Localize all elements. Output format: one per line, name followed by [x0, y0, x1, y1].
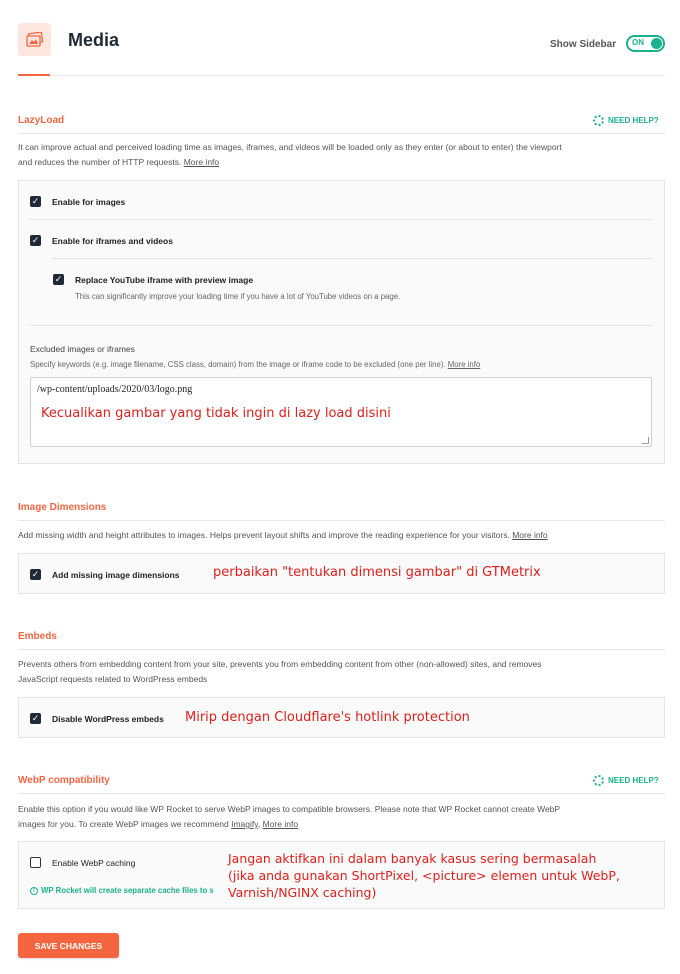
save-changes-button[interactable]: SAVE CHANGES [18, 933, 119, 958]
webp-annotation: Jangan aktifkan ini dalam banyak kasus sering bermasalah (jika anda gunakan ShortPixel, <picture> elemen untuk WebP, Varnish/NGINX caching) [228, 851, 620, 900]
image-dimensions-title: Image Dimensions [18, 502, 107, 513]
add-dimensions-label: Add missing image dimensions [52, 570, 180, 580]
embeds-description: Prevents others from embedding content from your site, prevents you from embedding content from other (non-allowed) sites, and removes JavaScript requests related to WordPress embeds [18, 659, 542, 684]
header-accent-bar [18, 74, 50, 76]
lifebuoy-icon [593, 775, 604, 786]
enable-images-label: Enable for images [52, 197, 126, 207]
excluded-field-label: Excluded images or iframes [30, 344, 135, 354]
enable-webp-label: Enable WebP caching [52, 858, 136, 868]
enable-iframes-label: Enable for iframes and videos [52, 236, 173, 246]
lazyload-more-info-link[interactable]: More info [183, 157, 220, 167]
show-sidebar-label: Show Sidebar [550, 39, 617, 50]
show-sidebar-toggle[interactable] [626, 35, 665, 52]
image-dimensions-more-info-link[interactable]: More info [512, 530, 548, 540]
option-divider [52, 258, 652, 259]
webp-divider [18, 793, 665, 794]
enable-iframes-checkbox[interactable]: ✓ [31, 235, 40, 245]
disable-embeds-checkbox[interactable]: ✓ [31, 713, 40, 723]
enable-webp-checkbox[interactable] [30, 857, 41, 868]
option-divider [30, 325, 652, 326]
webp-description: Enable this option if you would like WP Rocket to serve WebP images to compatible browsers. Please note that WP Rocket cannot create WebP images for you. To create WebP images we recommend Imagify, More info [18, 804, 561, 829]
need-help-label: NEED HELP? [608, 776, 659, 785]
webp-title: WebP compatibility [18, 775, 110, 786]
info-icon: ! [30, 887, 38, 895]
lazyload-divider [18, 133, 665, 134]
image-dimensions-divider [18, 520, 665, 521]
lazyload-annotation: Kecualikan gambar yang tidak ingin di lazy load disini [41, 406, 391, 421]
imagify-link[interactable]: Imagify [231, 819, 258, 829]
lazyload-title: LazyLoad [18, 115, 65, 126]
header-divider [18, 75, 665, 76]
page-title: Media [68, 30, 120, 50]
need-help-label: NEED HELP? [608, 116, 659, 125]
webp-more-info-link[interactable]: More info [262, 819, 299, 829]
option-divider [30, 219, 652, 220]
image-dimensions-annotation: perbaikan "tentukan dimensi gambar" di GTMetrix [213, 565, 541, 580]
image-dimensions-description: Add missing width and height attributes to images. Helps prevent layout shifts and improve the reading experience for your visitors. More info [18, 530, 548, 540]
replace-youtube-description: This can significantly improve your loading time if you have a lot of YouTube videos on a page. [75, 292, 401, 301]
excluded-textarea-value: /wp-content/uploads/2020/03/logo.png [37, 384, 193, 395]
media-section-icon [18, 23, 51, 56]
excluded-field-description: Specify keywords (e.g. image filename, CSS class, domain) from the image or iframe code to be excluded (one per line). More info [30, 360, 481, 369]
add-dimensions-checkbox[interactable]: ✓ [31, 569, 40, 579]
toggle-knob [651, 38, 662, 49]
excluded-more-info-link[interactable]: More info [447, 360, 481, 369]
resize-grip-icon[interactable] [642, 437, 649, 444]
embeds-annotation: Mirip dengan Cloudflare's hotlink protection [185, 710, 470, 725]
lifebuoy-icon [593, 115, 604, 126]
embeds-divider [18, 649, 665, 650]
toggle-state-label: ON [632, 38, 644, 47]
webp-need-help-link[interactable] [593, 775, 659, 786]
replace-youtube-checkbox[interactable]: ✓ [54, 274, 63, 284]
webp-cache-note: ! WP Rocket will create separate cache files to s [30, 886, 214, 895]
lazyload-description: It can improve actual and perceived loading time as images, iframes, and videos will be loaded only as they enter (or about to enter) the viewport and reduces the number of HTTP requests. More info [18, 142, 562, 167]
replace-youtube-label: Replace YouTube iframe with preview image [75, 275, 254, 285]
enable-images-checkbox[interactable]: ✓ [31, 196, 40, 206]
embeds-title: Embeds [18, 631, 57, 642]
lazyload-need-help-link[interactable] [593, 115, 659, 126]
disable-embeds-label: Disable WordPress embeds [52, 714, 164, 724]
